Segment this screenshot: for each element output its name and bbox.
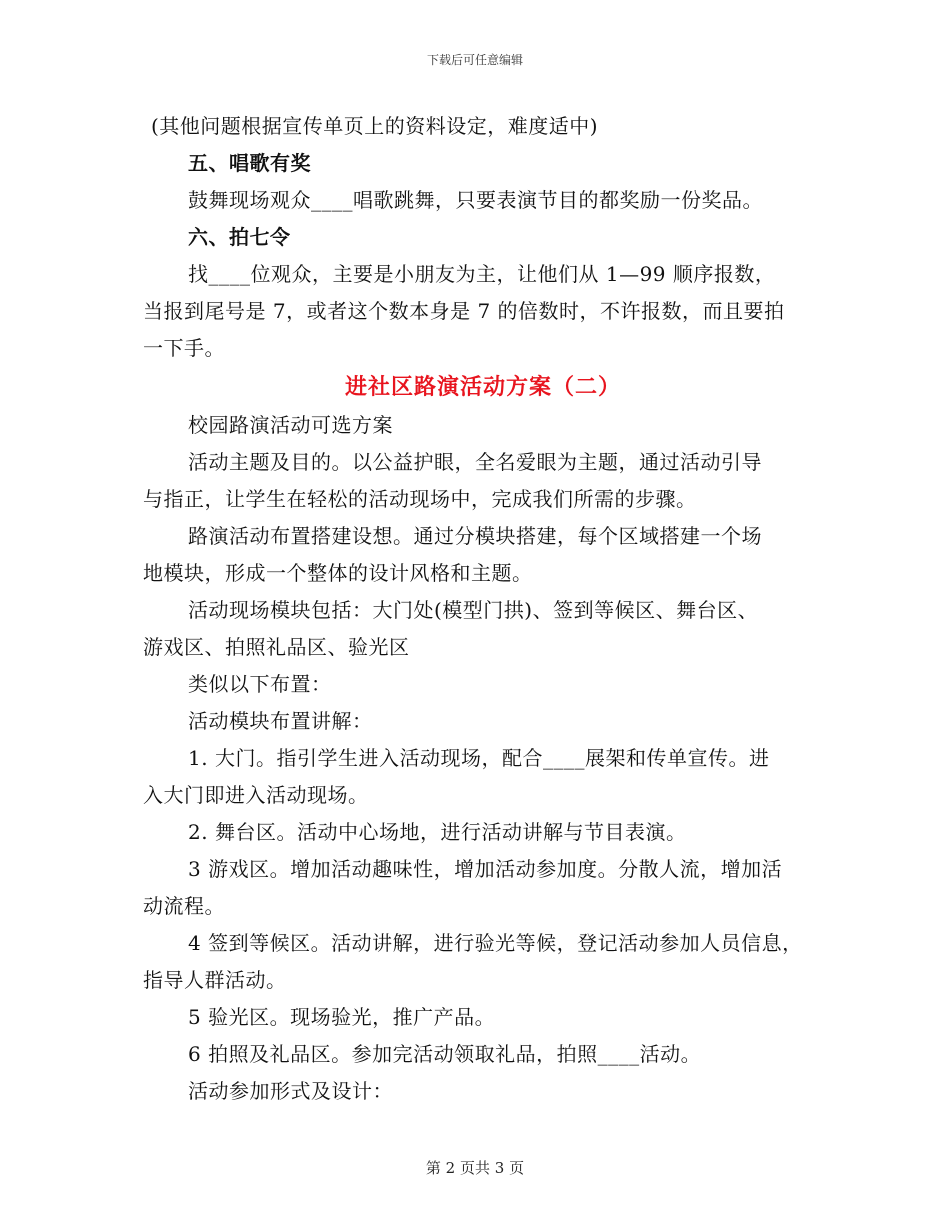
list-item-signin-line2: 指导人群活动。 <box>143 968 287 992</box>
paragraph-setup-line2: 地模块，形成一个整体的设计风格和主题。 <box>143 561 533 585</box>
paragraph-clap-seven-line2: 当报到尾号是 7，或者这个数本身是 7 的倍数时，不许报数，而且要拍 <box>143 299 785 323</box>
list-item-photo-gift: 6 拍照及礼品区。参加完活动领取礼品，拍照____活动。 <box>188 1042 702 1066</box>
paragraph-setup-line1: 路演活动布置搭建设想。通过分模块搭建，每个区域搭建一个场 <box>188 524 762 548</box>
paragraph-singing: 鼓舞现场观众____唱歌跳舞，只要表演节目的都奖励一份奖品。 <box>188 188 763 212</box>
paragraph-campus-plan: 校园路演活动可选方案 <box>188 413 393 437</box>
page-footer: 第 2 页共 3 页 <box>425 1159 525 1177</box>
list-item-stage: 2. 舞台区。活动中心场地，进行活动讲解与节目表演。 <box>188 820 687 844</box>
list-item-signin-line1: 4 签到等候区。活动讲解，进行验光等候，登记活动参加人员信息， <box>188 931 803 955</box>
document-title: 进社区路演活动方案（二） <box>344 374 621 400</box>
document-body <box>143 108 823 1110</box>
list-item-game-line2: 动流程。 <box>143 894 225 918</box>
paragraph-modules-line2: 游戏区、拍照礼品区、验光区 <box>143 635 410 659</box>
list-item-gate-line1: 1. 大门。指引学生进入活动现场，配合____展架和传单宣传。进 <box>188 746 770 770</box>
paragraph-clap-seven-line3: 一下手。 <box>143 336 225 360</box>
list-item-optometry: 5 验光区。现场验光，推广产品。 <box>188 1005 496 1029</box>
paragraph-module-explain: 活动模块布置讲解： <box>188 709 373 733</box>
list-item-gate-line2: 入大门即进入活动现场。 <box>143 783 369 807</box>
section-heading-singing-prize: 五、唱歌有奖 <box>188 151 311 175</box>
paragraph-layout: 类似以下布置： <box>188 672 332 696</box>
paragraph-clap-seven-line1: 找____位观众，主要是小朋友为主，让他们从 1—99 顺序报数， <box>188 262 776 286</box>
paragraph-theme-line1: 活动主题及目的。以公益护眼，全名爱眼为主题，通过活动引导 <box>188 450 762 474</box>
list-item-game-line1: 3 游戏区。增加活动趣味性，增加活动参加度。分散人流，增加活 <box>188 857 783 881</box>
section-heading-clap-seven: 六、拍七令 <box>188 225 291 249</box>
paragraph-participation: 活动参加形式及设计： <box>188 1079 393 1103</box>
paragraph-theme-line2: 与指正，让学生在轻松的活动现场中，完成我们所需的步骤。 <box>143 487 697 511</box>
page-header: 下载后可任意编辑 <box>426 53 523 67</box>
paragraph-modules-line1: 活动现场模块包括：大门处(模型门拱)、签到等候区、舞台区、 <box>188 598 759 622</box>
paragraph-other-questions: (其他问题根据宣传单页上的资料设定，难度适中) <box>151 114 599 138</box>
